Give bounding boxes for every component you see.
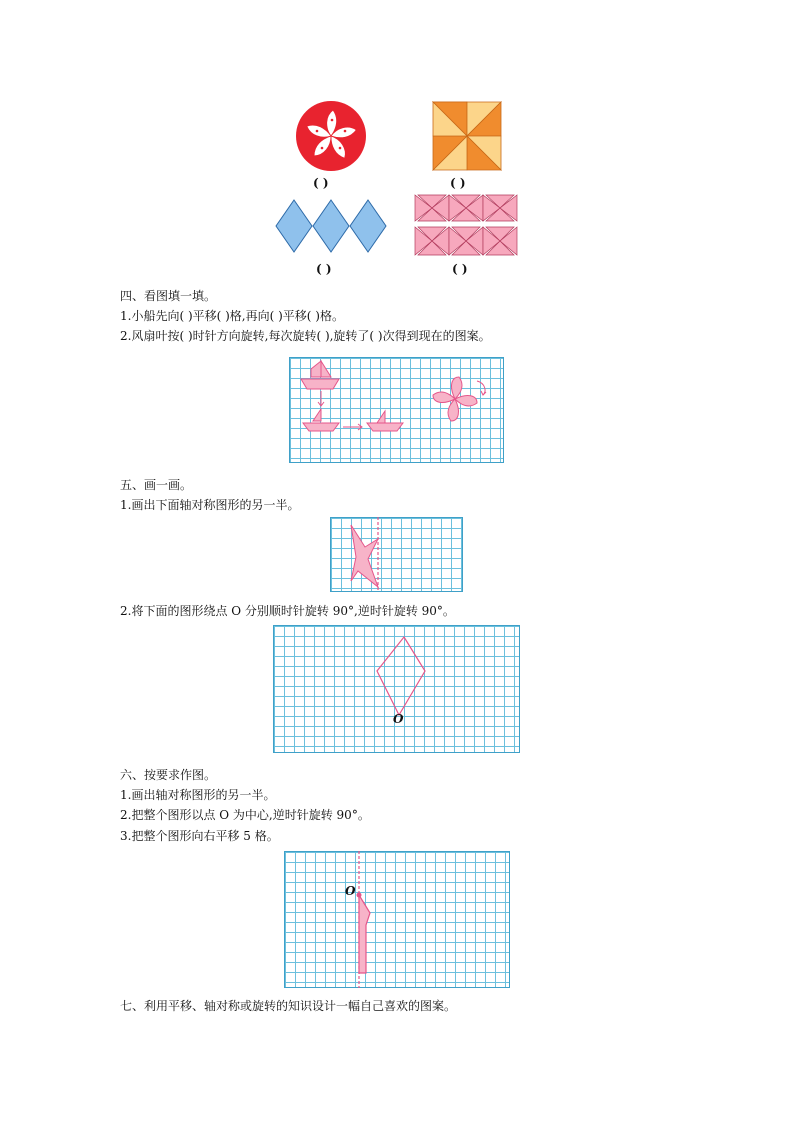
section4-heading: 四、看图填一填。 xyxy=(120,289,217,303)
figure-answer-blank-4[interactable]: ( ) xyxy=(452,262,468,276)
section5-q1: 1.画出下面轴对称图形的另一半。 xyxy=(120,498,300,512)
rotation-point-label: O xyxy=(393,712,404,726)
pinwheel-figure xyxy=(433,102,501,170)
section4-q1: 1.小船先向( )平移( )格,再向( )平移( )格。 xyxy=(120,309,344,323)
section6-q1: 1.画出轴对称图形的另一半。 xyxy=(120,788,276,802)
diamonds-figure xyxy=(276,200,386,252)
boat-fan-shapes xyxy=(289,357,504,463)
section6-q2: 2.把整个图形以点 O 为中心,逆时针旋转 90°。 xyxy=(120,808,370,822)
bauhinia-flag-figure xyxy=(295,100,367,172)
section5-heading: 五、画一画。 xyxy=(120,478,193,492)
figure-answer-blank-1[interactable]: ( ) xyxy=(313,176,329,190)
bowtie-pattern-figure xyxy=(415,195,517,255)
section5-q2: 2.将下面的图形绕点 O 分别顺时针旋转 90°,逆时针旋转 90°。 xyxy=(120,604,455,618)
section7-heading: 七、利用平移、轴对称或旋转的知识设计一幅自己喜欢的图案。 xyxy=(120,999,457,1013)
figure-answer-blank-2[interactable]: ( ) xyxy=(450,176,466,190)
section6-heading: 六、按要求作图。 xyxy=(120,768,217,782)
composite-point-label: O xyxy=(345,884,356,898)
section6-q3: 3.把整个图形向右平移 5 格。 xyxy=(120,829,279,843)
figure-answer-blank-3[interactable]: ( ) xyxy=(316,262,332,276)
kite-shape xyxy=(273,625,520,753)
section4-q2: 2.风扇叶按( )时针方向旋转,每次旋转( ),旋转了( )次得到现在的图案。 xyxy=(120,329,491,343)
symmetry-shape xyxy=(330,517,463,592)
composite-shape xyxy=(284,851,510,988)
